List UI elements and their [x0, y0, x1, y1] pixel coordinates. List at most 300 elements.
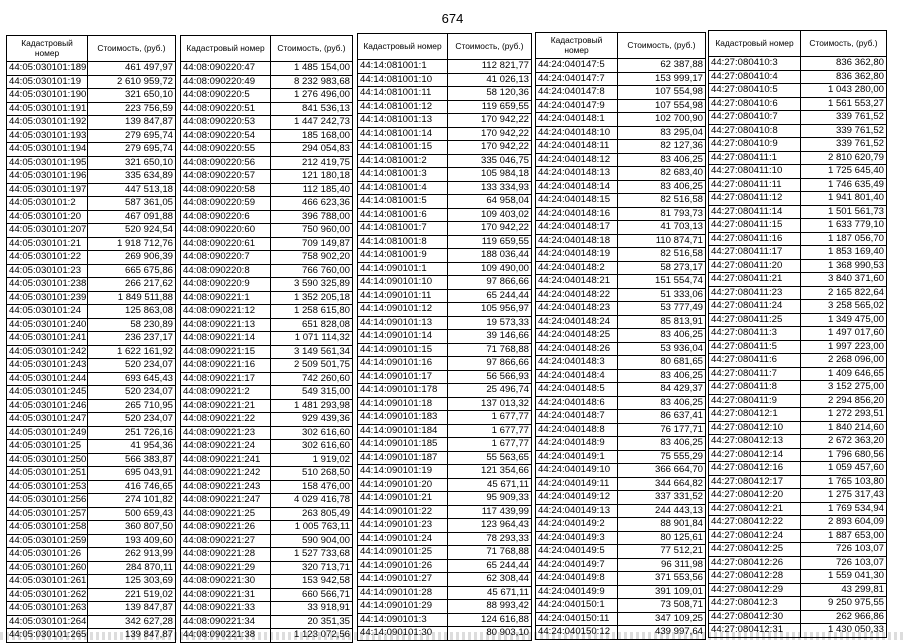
table-row [7, 359, 176, 373]
cost-cell: 1 677,77 [448, 438, 532, 452]
cost-cell: 709 149,87 [271, 237, 353, 251]
table-row [181, 332, 353, 346]
cadastral-number-cell: 44:08:090221:38 [181, 629, 271, 643]
table-row [358, 289, 532, 303]
cadastral-number-cell: 44:24:040149:1 [536, 450, 618, 464]
table-row [7, 62, 176, 76]
cadastral-number-cell: 44:27:080412:17 [709, 475, 801, 489]
cost-cell: 96 311,98 [618, 558, 706, 572]
table-row [181, 359, 353, 373]
table-row [709, 367, 887, 381]
table-row [7, 575, 176, 589]
cost-cell: 170 942,22 [448, 222, 532, 236]
cadastral-number-cell: 44:05:030101:194 [7, 143, 88, 157]
table-row [358, 627, 532, 641]
table-row [7, 264, 176, 278]
table-row [7, 372, 176, 386]
cost-cell: 19 573,33 [448, 316, 532, 330]
cadastral-number-cell: 44:14:090101:185 [358, 438, 448, 452]
cost-cell: 1 409 646,65 [801, 367, 887, 381]
cadastral-number-cell: 44:14:090101:13 [358, 316, 448, 330]
table-row [709, 151, 887, 165]
table-row [358, 222, 532, 236]
table-row [709, 57, 887, 71]
cadastral-number-cell: 44:08:090220:6 [181, 210, 271, 224]
table-row [7, 480, 176, 494]
table-row [181, 602, 353, 616]
table-row [358, 181, 532, 195]
cost-cell: 1 430 050,33 [801, 624, 887, 638]
cost-cell: 51 333,06 [618, 288, 706, 302]
cadastral-number-cell: 44:14:081001:15 [358, 141, 448, 155]
table-row [536, 72, 706, 86]
cost-cell: 158 476,00 [271, 480, 353, 494]
cost-cell: 109 403,02 [448, 208, 532, 222]
cadastral-table-3 [357, 33, 532, 641]
cadastral-number-cell: 44:24:040148:21 [536, 275, 618, 289]
cadastral-number-cell: 44:05:030101:250 [7, 453, 88, 467]
table-row [358, 370, 532, 384]
table-row [181, 129, 353, 143]
cost-cell: 62 308,44 [448, 573, 532, 587]
cost-cell: 73 508,71 [618, 599, 706, 613]
cadastral-number-cell: 44:14:081001:2 [358, 154, 448, 168]
cost-cell: 3 152 275,00 [801, 381, 887, 395]
cadastral-number-cell: 44:14:090101:29 [358, 600, 448, 614]
table-row [709, 597, 887, 611]
cost-cell: 520 234,07 [88, 413, 176, 427]
table-row [358, 343, 532, 357]
table-row [709, 273, 887, 287]
cost-cell: 65 244,44 [448, 559, 532, 573]
cost-cell: 33 918,91 [271, 602, 353, 616]
table-row [709, 232, 887, 246]
table-row [536, 275, 706, 289]
table-row [358, 208, 532, 222]
cost-cell: 1 849 511,88 [88, 291, 176, 305]
table-row [7, 237, 176, 251]
cadastral-number-cell: 44:24:040149:7 [536, 558, 618, 572]
cadastral-number-cell: 44:08:090221:12 [181, 305, 271, 319]
cadastral-number-cell: 44:27:080411:1 [709, 151, 801, 165]
cost-cell: 500 659,43 [88, 507, 176, 521]
cost-cell: 86 637,41 [618, 410, 706, 424]
cadastral-number-cell: 44:05:030101:265 [7, 629, 88, 643]
cost-cell: 80 681,65 [618, 356, 706, 370]
cost-cell: 347 109,25 [618, 612, 706, 626]
table-row [709, 70, 887, 84]
table-row [536, 342, 706, 356]
cost-cell: 416 746,65 [88, 480, 176, 494]
cadastral-number-cell: 44:24:040148:26 [536, 342, 618, 356]
cost-cell: 121 180,18 [271, 170, 353, 184]
cost-cell: 3 590 325,89 [271, 278, 353, 292]
cost-cell: 1 059 457,60 [801, 462, 887, 476]
cost-cell: 153 999,17 [618, 72, 706, 86]
table-row [358, 127, 532, 141]
cost-cell: 58 273,17 [618, 261, 706, 275]
table-row [181, 156, 353, 170]
cadastral-number-cell: 44:05:030101:249 [7, 426, 88, 440]
cost-cell: 4 029 416,78 [271, 494, 353, 508]
table-row [358, 276, 532, 290]
cadastral-number-cell: 44:05:030101:19 [7, 75, 88, 89]
cost-cell: 124 616,88 [448, 613, 532, 627]
cadastral-number-cell: 44:05:030101:189 [7, 62, 88, 76]
cadastral-number-cell: 44:14:081001:8 [358, 235, 448, 249]
cost-cell: 76 177,71 [618, 423, 706, 437]
table-row [181, 480, 353, 494]
table-row [181, 494, 353, 508]
table-row [181, 251, 353, 265]
table-row [181, 534, 353, 548]
cadastral-number-cell: 44:27:080410:3 [709, 57, 801, 71]
cost-cell: 1 349 475,00 [801, 313, 887, 327]
table-row [709, 570, 887, 584]
header-cadastral-number: Кадастровый номер [7, 36, 88, 62]
table-row [536, 302, 706, 316]
cadastral-number-cell: 44:14:090101:27 [358, 573, 448, 587]
table-row [358, 465, 532, 479]
table-row [7, 561, 176, 575]
table-row [181, 197, 353, 211]
cadastral-number-cell: 44:08:090221:24 [181, 440, 271, 454]
table-row [358, 505, 532, 519]
cost-cell: 750 960,00 [271, 224, 353, 238]
cadastral-number-cell: 44:24:040149:5 [536, 545, 618, 559]
table-row [7, 440, 176, 454]
cost-cell: 41 703,13 [618, 221, 706, 235]
table-row [181, 575, 353, 589]
table-row [358, 478, 532, 492]
cadastral-number-cell: 44:08:090221:33 [181, 602, 271, 616]
cadastral-number-cell: 44:08:090220:51 [181, 102, 271, 116]
cost-cell: 1 527 733,68 [271, 548, 353, 562]
table-row [709, 394, 887, 408]
table-row [181, 615, 353, 629]
cadastral-number-cell: 44:24:040148:17 [536, 221, 618, 235]
table-row [536, 383, 706, 397]
cost-cell: 279 695,74 [88, 143, 176, 157]
table-row [536, 545, 706, 559]
cost-cell: 1 497 017,60 [801, 327, 887, 341]
table-row [709, 435, 887, 449]
cost-cell: 8 232 983,68 [271, 75, 353, 89]
cost-cell: 119 659,55 [448, 235, 532, 249]
cost-cell: 83 406,25 [618, 437, 706, 451]
table-row [181, 116, 353, 130]
cadastral-number-cell: 44:24:040148:22 [536, 288, 618, 302]
cadastral-number-cell: 44:08:090221:29 [181, 561, 271, 575]
cadastral-number-cell: 44:08:090220:57 [181, 170, 271, 184]
cadastral-number-cell: 44:05:030101:20 [7, 210, 88, 224]
cadastral-number-cell: 44:24:040149:13 [536, 504, 618, 518]
cost-cell: 339 761,52 [801, 124, 887, 138]
cadastral-number-cell: 44:08:090220:49 [181, 75, 271, 89]
cost-cell: 107 554,98 [618, 99, 706, 113]
cost-cell: 836 362,80 [801, 57, 887, 71]
cost-cell: 71 768,88 [448, 343, 532, 357]
cost-cell: 1 561 553,27 [801, 97, 887, 111]
table-row [7, 426, 176, 440]
cost-cell: 279 695,74 [88, 129, 176, 143]
cadastral-number-cell: 44:24:040150:11 [536, 612, 618, 626]
cadastral-number-cell: 44:24:040148:18 [536, 234, 618, 248]
table-row [358, 492, 532, 506]
cadastral-number-cell: 44:08:090221:31 [181, 588, 271, 602]
table-row [7, 413, 176, 427]
cadastral-number-cell: 44:27:080410:4 [709, 70, 801, 84]
table-row [709, 583, 887, 597]
cadastral-number-cell: 44:05:030101:23 [7, 264, 88, 278]
table-row [536, 234, 706, 248]
cost-cell: 55 563,65 [448, 451, 532, 465]
cadastral-number-cell: 44:05:030101:22 [7, 251, 88, 265]
cost-cell: 1 485 154,00 [271, 62, 353, 76]
cost-cell: 88 901,84 [618, 518, 706, 532]
table-row [7, 197, 176, 211]
table-row [181, 318, 353, 332]
cadastral-number-cell: 44:05:030101:243 [7, 359, 88, 373]
cadastral-number-cell: 44:24:040148:19 [536, 248, 618, 262]
table-row [7, 89, 176, 103]
cost-cell: 62 387,88 [618, 59, 706, 73]
cost-cell: 1 622 161,92 [88, 345, 176, 359]
table-row [358, 532, 532, 546]
cost-cell: 1 677,77 [448, 411, 532, 425]
table-row [7, 615, 176, 629]
cadastral-number-cell: 44:14:090101:20 [358, 478, 448, 492]
cost-cell: 335 046,75 [448, 154, 532, 168]
header-cost: Стоимость, (руб.) [618, 33, 706, 59]
table-row [181, 210, 353, 224]
cost-cell: 64 958,04 [448, 195, 532, 209]
cost-cell: 439 997,64 [618, 626, 706, 640]
cost-cell: 265 710,95 [88, 399, 176, 413]
table-row [7, 332, 176, 346]
table-row [7, 521, 176, 535]
cadastral-number-cell: 44:05:030101:258 [7, 521, 88, 535]
cost-cell: 105 984,18 [448, 168, 532, 182]
table-row [181, 413, 353, 427]
cost-cell: 2 893 604,09 [801, 516, 887, 530]
table-row [709, 489, 887, 503]
table-row [358, 60, 532, 74]
cadastral-number-cell: 44:08:090220:58 [181, 183, 271, 197]
cadastral-number-cell: 44:24:040148:1 [536, 113, 618, 127]
table-row [7, 386, 176, 400]
cadastral-number-cell: 44:24:040148:2 [536, 261, 618, 275]
cost-cell: 223 756,59 [88, 102, 176, 116]
cost-cell: 1 840 214,60 [801, 421, 887, 435]
table-row [709, 300, 887, 314]
cost-cell: 170 942,22 [448, 114, 532, 128]
table-row [181, 588, 353, 602]
cadastral-number-cell: 44:05:030101:207 [7, 224, 88, 238]
table-row [536, 437, 706, 451]
cadastral-number-cell: 44:14:090101:28 [358, 586, 448, 600]
cost-cell: 1 005 763,11 [271, 521, 353, 535]
cost-cell: 2 672 363,20 [801, 435, 887, 449]
cost-cell: 269 906,39 [88, 251, 176, 265]
table-row [709, 97, 887, 111]
table-row [536, 167, 706, 181]
cadastral-number-cell: 44:14:081001:14 [358, 127, 448, 141]
cadastral-number-cell: 44:05:030101:2 [7, 197, 88, 211]
cost-cell: 693 645,43 [88, 372, 176, 386]
cadastral-number-cell: 44:08:090220:8 [181, 264, 271, 278]
cadastral-number-cell: 44:14:081001:12 [358, 100, 448, 114]
cost-cell: 1 997 223,00 [801, 340, 887, 354]
cadastral-number-cell: 44:24:040148:13 [536, 167, 618, 181]
table-row [709, 124, 887, 138]
cadastral-number-cell: 44:24:040149:2 [536, 518, 618, 532]
table-row [181, 507, 353, 521]
cost-cell: 836 362,80 [801, 70, 887, 84]
table-row [358, 73, 532, 87]
cost-cell: 83 406,25 [618, 153, 706, 167]
table-row [536, 356, 706, 370]
table-row [709, 529, 887, 543]
table-row [7, 305, 176, 319]
cadastral-number-cell: 44:08:090220:55 [181, 143, 271, 157]
cadastral-number-cell: 44:24:040149:12 [536, 491, 618, 505]
cost-cell: 80 903,10 [448, 627, 532, 641]
cadastral-number-cell: 44:08:090221:30 [181, 575, 271, 589]
cadastral-number-cell: 44:08:090221:1 [181, 291, 271, 305]
cost-cell: 651 828,08 [271, 318, 353, 332]
cadastral-number-cell: 44:05:030101:192 [7, 116, 88, 130]
table-row [181, 345, 353, 359]
cadastral-number-cell: 44:14:090101:14 [358, 330, 448, 344]
cost-cell: 139 847,87 [88, 629, 176, 643]
table-row [181, 278, 353, 292]
cost-cell: 520 234,07 [88, 359, 176, 373]
cadastral-number-cell: 44:05:030101:245 [7, 386, 88, 400]
table-row [358, 114, 532, 128]
cost-cell: 566 383,87 [88, 453, 176, 467]
cost-cell: 1 746 635,49 [801, 178, 887, 192]
cost-cell: 1 918 712,76 [88, 237, 176, 251]
cadastral-number-cell: 44:14:090101:12 [358, 303, 448, 317]
cost-cell: 339 761,52 [801, 138, 887, 152]
table-row [709, 502, 887, 516]
table-row [7, 453, 176, 467]
cost-cell: 1 123 072,56 [271, 629, 353, 643]
table-row [358, 600, 532, 614]
cost-cell: 447 513,18 [88, 183, 176, 197]
cadastral-number-cell: 44:08:090220:59 [181, 197, 271, 211]
cadastral-number-cell: 44:14:090101:22 [358, 505, 448, 519]
cadastral-number-cell: 44:14:081001:5 [358, 195, 448, 209]
table-row [181, 237, 353, 251]
table-row [7, 224, 176, 238]
cadastral-number-cell: 44:05:030101:196 [7, 170, 88, 184]
cadastral-number-cell: 44:14:090101:26 [358, 559, 448, 573]
cost-cell: 75 555,29 [618, 450, 706, 464]
cadastral-number-cell: 44:08:090221:23 [181, 426, 271, 440]
cost-cell: 1 677,77 [448, 424, 532, 438]
table-row [181, 453, 353, 467]
cost-cell: 391 109,01 [618, 585, 706, 599]
cadastral-number-cell: 44:05:030101:193 [7, 129, 88, 143]
cost-cell: 9 250 975,55 [801, 597, 887, 611]
cost-cell: 45 671,11 [448, 478, 532, 492]
cost-cell: 188 036,44 [448, 249, 532, 263]
cost-cell: 302 616,60 [271, 440, 353, 454]
table-row [536, 86, 706, 100]
cadastral-number-cell: 44:27:080412:13 [709, 435, 801, 449]
cost-cell: 2 509 501,75 [271, 359, 353, 373]
table-row [181, 426, 353, 440]
table-row [709, 219, 887, 233]
cadastral-number-cell: 44:08:090220:7 [181, 251, 271, 265]
cadastral-number-cell: 44:05:030101:246 [7, 399, 88, 413]
table-row [7, 507, 176, 521]
cost-cell: 80 125,61 [618, 531, 706, 545]
cost-cell: 82 683,40 [618, 167, 706, 181]
cost-cell: 3 149 561,34 [271, 345, 353, 359]
cadastral-number-cell: 44:24:040150:12 [536, 626, 618, 640]
cadastral-number-cell: 44:14:090101:178 [358, 384, 448, 398]
table-row [7, 170, 176, 184]
table-row [709, 408, 887, 422]
header-cost: Стоимость, (руб.) [271, 36, 353, 62]
cadastral-number-cell: 44:14:090101:25 [358, 546, 448, 560]
table-row [536, 99, 706, 113]
table-row [181, 440, 353, 454]
table-row [358, 424, 532, 438]
cost-cell: 39 146,66 [448, 330, 532, 344]
cadastral-number-cell: 44:14:090101:17 [358, 370, 448, 384]
table-row [181, 264, 353, 278]
table-row [7, 399, 176, 413]
cadastral-number-cell: 44:08:090220:53 [181, 116, 271, 130]
cadastral-number-cell: 44:14:090101:21 [358, 492, 448, 506]
cost-cell: 2 294 856,20 [801, 394, 887, 408]
cost-cell: 1 481 293,98 [271, 399, 353, 413]
cadastral-number-cell: 44:14:081001:4 [358, 181, 448, 195]
table-row [7, 534, 176, 548]
table-row [709, 313, 887, 327]
cadastral-number-cell: 44:27:080411:20 [709, 259, 801, 273]
cost-cell: 58 230,89 [88, 318, 176, 332]
cadastral-number-cell: 44:08:090221:241 [181, 453, 271, 467]
cadastral-number-cell: 44:24:040147:9 [536, 99, 618, 113]
cost-cell: 153 942,58 [271, 575, 353, 589]
cost-cell: 71 768,88 [448, 546, 532, 560]
cadastral-number-cell: 44:24:040148:8 [536, 423, 618, 437]
table-row [709, 192, 887, 206]
table-row [536, 585, 706, 599]
table-row [536, 423, 706, 437]
cost-cell: 320 713,71 [271, 561, 353, 575]
table-row [181, 386, 353, 400]
table-row [358, 451, 532, 465]
cost-cell: 262 966,86 [801, 610, 887, 624]
cadastral-number-cell: 44:14:090101:183 [358, 411, 448, 425]
cadastral-number-cell: 44:05:030101:241 [7, 332, 88, 346]
table-row [536, 450, 706, 464]
cadastral-number-cell: 44:05:030101:263 [7, 602, 88, 616]
table-row [7, 129, 176, 143]
cadastral-number-cell: 44:24:040148:7 [536, 410, 618, 424]
table-row [709, 246, 887, 260]
table-row [181, 183, 353, 197]
cadastral-number-cell: 44:24:040149:9 [536, 585, 618, 599]
cadastral-number-cell: 44:05:030101:244 [7, 372, 88, 386]
table-row [709, 475, 887, 489]
